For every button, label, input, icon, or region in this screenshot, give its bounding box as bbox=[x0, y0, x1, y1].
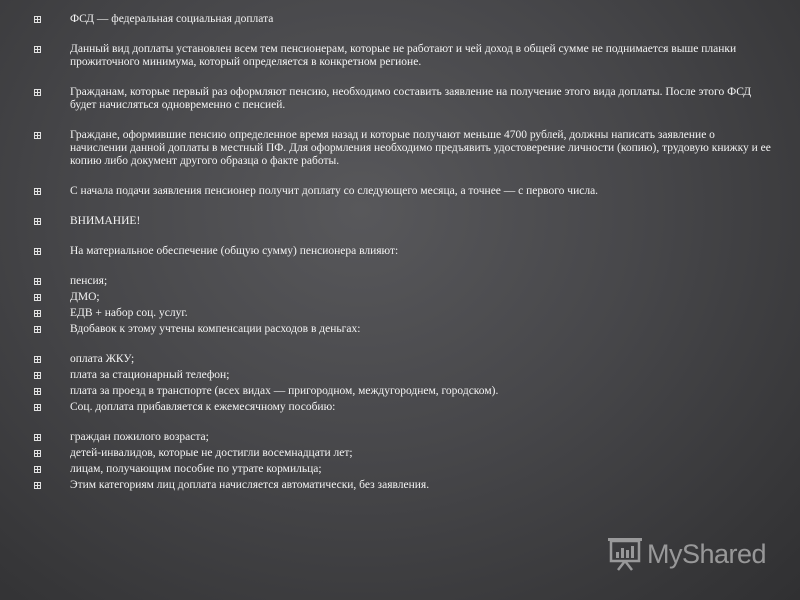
list-item-text: На материальное обеспечение (общую сумму) пенсионера влияют: bbox=[70, 245, 399, 257]
list-item bbox=[33, 185, 773, 198]
list-item-text: С начала подачи заявления пенсионер получит доплату со следующего месяца, а точнее — с первого числа. bbox=[70, 185, 599, 197]
list-item-text: ВНИМАНИЕ! bbox=[70, 215, 141, 227]
list-item bbox=[33, 447, 773, 460]
list-item bbox=[33, 385, 773, 398]
list-item-text: Вдобавок к этому учтены компенсации расходов в деньгах: bbox=[70, 323, 361, 335]
presentation-board-icon bbox=[606, 536, 644, 572]
square-bullet-icon bbox=[34, 89, 41, 96]
list-item-text: Гражданам, которые первый раз оформляют пенсию, необходимо составить заявление на получение этого вида доплаты. После этого ФСД будет начисляться одновременно с пенсией. bbox=[70, 86, 752, 111]
square-bullet-icon bbox=[34, 248, 41, 255]
list-item bbox=[33, 323, 773, 336]
list-item-text: оплата ЖКУ; bbox=[70, 353, 135, 365]
list-item-text: Соц. доплата прибавляется к ежемесячному пособию: bbox=[70, 401, 336, 413]
square-bullet-icon bbox=[34, 46, 41, 53]
list-item bbox=[33, 307, 773, 320]
square-bullet-icon bbox=[34, 482, 41, 489]
list-item bbox=[33, 215, 773, 228]
list-item bbox=[33, 431, 773, 444]
list-item bbox=[33, 275, 773, 288]
bullet-list bbox=[33, 13, 773, 492]
list-item bbox=[33, 369, 773, 382]
square-bullet-icon bbox=[34, 450, 41, 457]
square-bullet-icon bbox=[34, 372, 41, 379]
list-item-text: пенсия; bbox=[70, 275, 108, 287]
square-bullet-icon bbox=[34, 388, 41, 395]
list-item-text: ФСД — федеральная социальная доплата bbox=[70, 13, 274, 25]
list-item-text: Данный вид доплаты установлен всем тем пенсионерам, которые не работают и чей доход в общей сумме не поднимается выше планки прожиточного минимума, который определяется в конкретном регионе. bbox=[70, 43, 737, 68]
watermark-text: MyShared bbox=[647, 538, 767, 569]
list-item-text: Этим категориям лиц доплата начисляется автоматически, без заявления. bbox=[70, 479, 430, 491]
square-bullet-icon bbox=[34, 356, 41, 363]
list-item bbox=[33, 13, 773, 26]
list-item bbox=[33, 86, 773, 112]
square-bullet-icon bbox=[34, 16, 41, 23]
list-item bbox=[33, 401, 773, 414]
list-item bbox=[33, 353, 773, 366]
square-bullet-icon bbox=[34, 132, 41, 139]
square-bullet-icon bbox=[34, 278, 41, 285]
list-item bbox=[33, 463, 773, 476]
myshared-watermark bbox=[606, 536, 766, 572]
square-bullet-icon bbox=[34, 188, 41, 195]
square-bullet-icon bbox=[34, 218, 41, 225]
list-item-text: Граждане, оформившие пенсию определенное время назад и которые получают меньше 4700 рублей, должны написать заявление о начислении данной доплаты в местный ПФ. Для оформления необходимо предъявить удостоверение личности (копию), трудовую книжку и ее копию либо документ другого образца о факте работы. bbox=[70, 129, 771, 167]
list-item bbox=[33, 245, 773, 258]
square-bullet-icon bbox=[34, 466, 41, 473]
list-item-text: ДМО; bbox=[70, 291, 100, 303]
square-bullet-icon bbox=[34, 310, 41, 317]
list-item-text: детей-инвалидов, которые не достигли восемнадцати лет; bbox=[70, 447, 353, 459]
list-item bbox=[33, 479, 773, 492]
list-item-text: ЕДВ + набор соц. услуг. bbox=[70, 307, 188, 319]
list-item bbox=[33, 43, 773, 69]
list-item-text: лицам, получающим пособие по утрате кормильца; bbox=[70, 463, 322, 475]
list-item bbox=[33, 129, 773, 168]
list-item-text: плата за проезд в транспорте (всех видах — пригородном, междугороднем, городском). bbox=[70, 385, 499, 397]
list-item-text: граждан пожилого возраста; bbox=[70, 431, 209, 443]
square-bullet-icon bbox=[34, 404, 41, 411]
square-bullet-icon bbox=[34, 294, 41, 301]
square-bullet-icon bbox=[34, 326, 41, 333]
list-item bbox=[33, 291, 773, 304]
square-bullet-icon bbox=[34, 434, 41, 441]
list-item-text: плата за стационарный телефон; bbox=[70, 369, 230, 381]
